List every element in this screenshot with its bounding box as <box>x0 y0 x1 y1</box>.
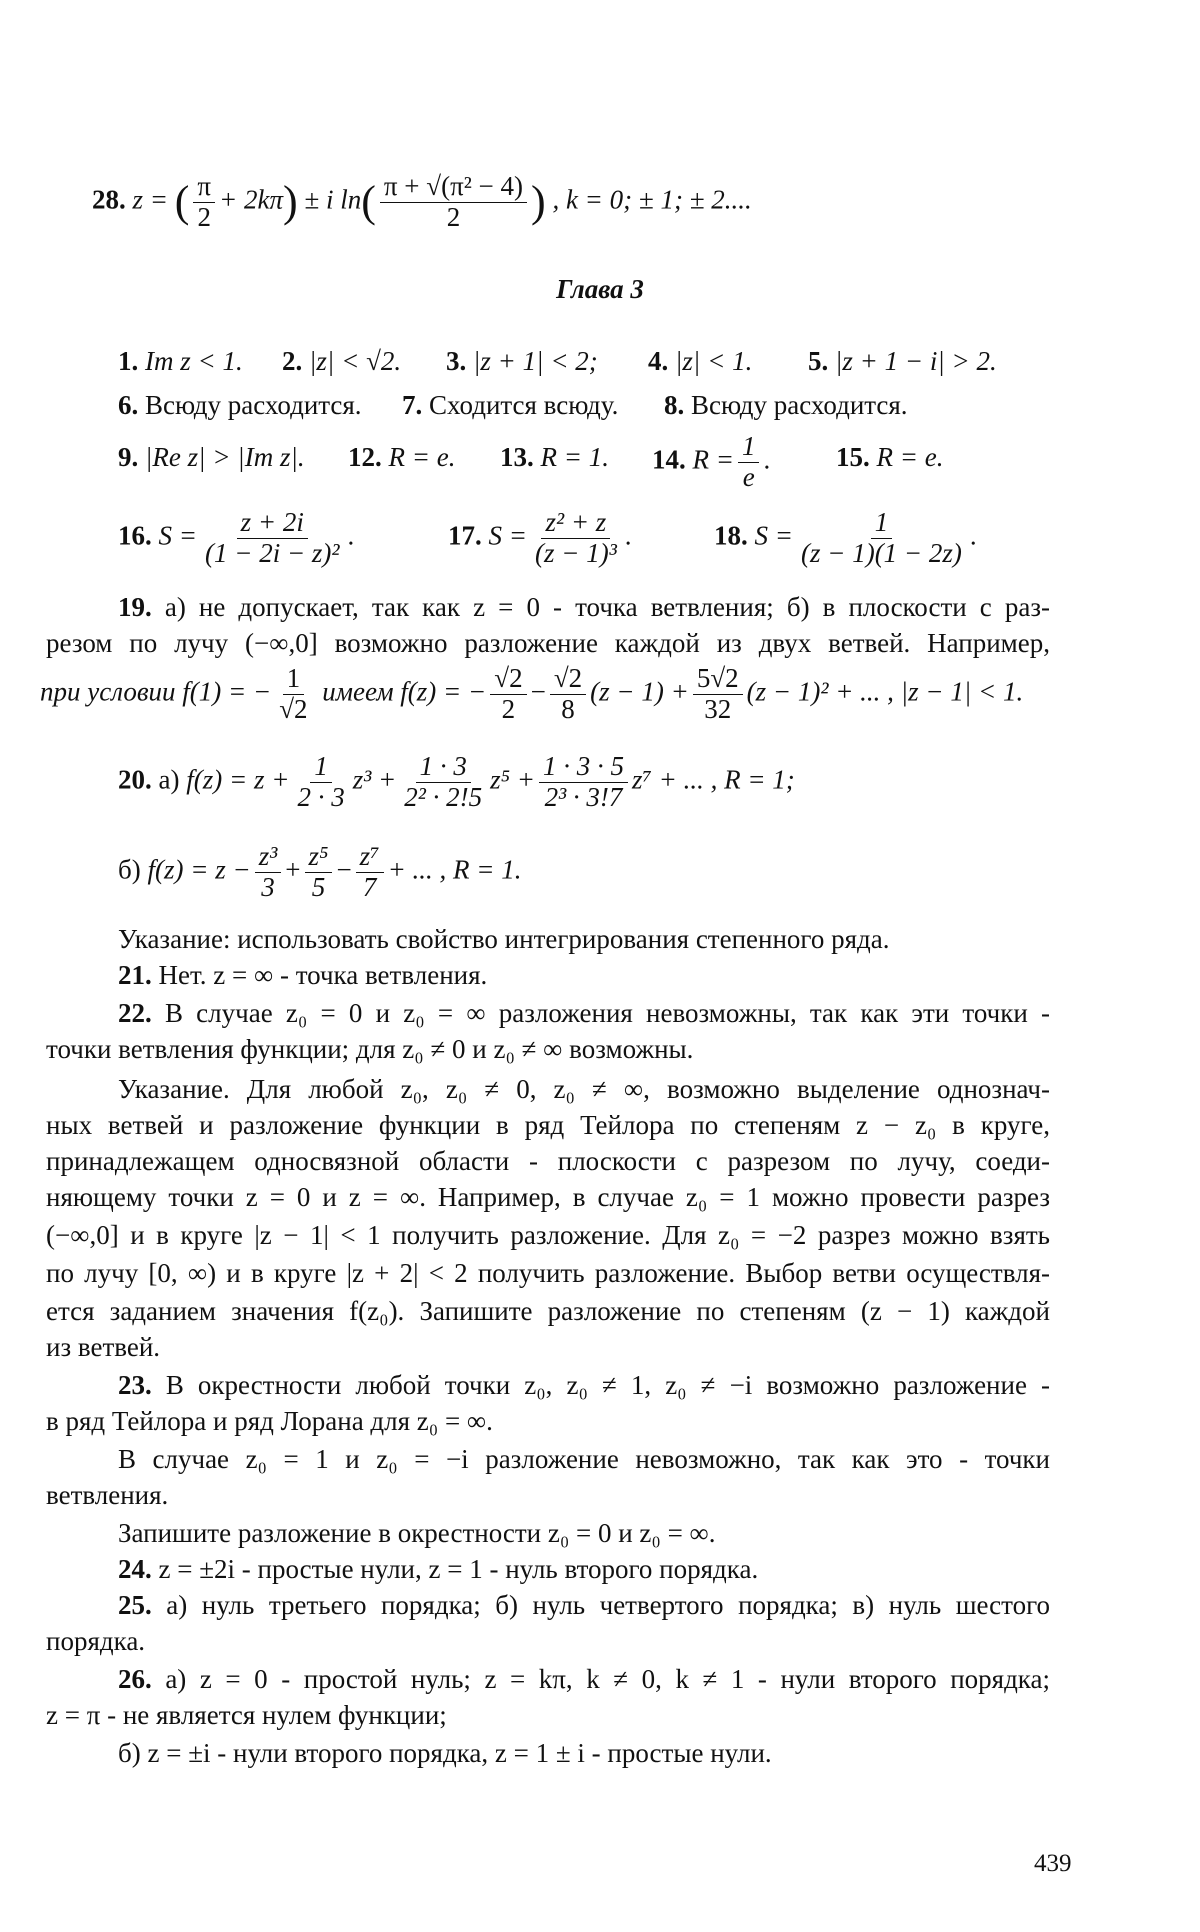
p23-line-3: В случае z₀ = 1 и z₀ = −i разложение невозможно, так как это - точки <box>118 1444 1050 1474</box>
item-number: 9. <box>118 442 139 472</box>
fraction: $\frac{√2}{2}$ <box>490 664 526 724</box>
p22-hint-6: по лучу [0, ∞) и в круге |z + 2| < 2 получить разложение. Выбор ветви осуществля- <box>46 1258 1050 1288</box>
eq-term: + 2kπ <box>219 184 284 215</box>
item-number: 15. <box>836 442 870 472</box>
p26-line-3: б) z = ±i - нули второго порядка, z = 1 ± i - простые нули. <box>118 1738 772 1768</box>
p22-hint-2: ных ветвей и разложение функции в ряд Тейлора по степеням z − z₀ в круге, <box>46 1110 1050 1140</box>
p22-hint-7: ется заданием значения f(z₀). Запишите разложение по степеням (z − 1) каждой <box>46 1296 1050 1326</box>
p19-line-2: резом по лучу (−∞,0] возможно разложение каждой из двух ветвей. Например, <box>46 628 1050 658</box>
fraction: $\frac{\text{z⁵}}{5}$ <box>305 842 333 902</box>
item-number: 7. <box>402 390 423 420</box>
answers-row-4: 16. S = $\frac{z + 2i}{\text{(1 − 2i − z)²}}$ . 17. S = $\frac{\text{z² + z}}{\text{(z − 1)³}}$ . 18. S = $\frac{1}{(z - 1)(1 - 2z)}$ . <box>118 507 977 568</box>
fraction-ln-argument: $\frac{\text{π + √(π² − 4)}}{2}$ <box>380 172 527 232</box>
p21: 21. Нет. z = ∞ - точка ветвления. <box>118 960 488 990</box>
item-number: 23. <box>118 1370 152 1400</box>
p23-line-4: ветвления. <box>46 1480 169 1510</box>
item-number: 21. <box>118 960 152 990</box>
item-number: 6. <box>118 390 139 420</box>
p23-line-5: Запишите разложение в окрестности z₀ = 0 и z₀ = ∞. <box>118 1518 716 1548</box>
p22-line-2: точки ветвления функции; для z₀ ≠ 0 и z₀ ≠ ∞ возможны. <box>46 1034 694 1064</box>
p20-a: 20. а) f(z) = z + $\frac{1}{2 \cdot 3}$ z³ + $\frac{1 \cdot 3}{\text{2² · 2!5}}$ z⁵ + $\frac{1 \cdot 3 \cdot 5}{\text{2³ · 3!7}}$ z⁷ + ... , R = 1; <box>118 751 795 812</box>
p25-line-2: порядка. <box>46 1626 146 1656</box>
fraction: $\frac{√2}{8}$ <box>550 664 586 724</box>
answer-text: |z| < √2. <box>309 346 402 376</box>
fraction: $\frac{1}{√2}$ <box>279 663 308 724</box>
fraction: $\frac{\text{z⁷}}{7}$ <box>356 842 384 902</box>
fraction: $\frac{1 \cdot 3 \cdot 5}{\text{2³ · 3!7}}$ <box>539 752 628 812</box>
p22-hint-1: Указание. Для любой z₀, z₀ ≠ 0, z₀ ≠ ∞, возможно выделение однознач- <box>118 1074 1050 1104</box>
fraction: $\frac{1}{2 \cdot 3}$ <box>297 751 345 812</box>
p24: 24. z = ±2i - простые нули, z = 1 - нуль второго порядка. <box>118 1554 759 1584</box>
fraction: $\frac{5√2}{32}$ <box>693 664 743 724</box>
item-number: 14. <box>652 444 686 475</box>
item-number: 13. <box>500 442 534 472</box>
answer-text: R = 1. <box>540 442 609 472</box>
paren-close: ) <box>531 177 546 227</box>
answer-text: R = <box>692 444 734 475</box>
eq-lhs: z = <box>132 184 168 215</box>
item-number: 5. <box>808 346 829 376</box>
p20-hint: Указание: использовать свойство интегрирования степенного ряда. <box>118 924 890 954</box>
item-number: 25. <box>118 1590 152 1620</box>
p25-line-1: 25. а) нуль третьего порядка; б) нуль четвертого порядка; в) нуль шестого <box>118 1590 1050 1620</box>
answers-row-3: 9. |Re z| > |Im z|. 12. R = e. 13. R = 1. 14. R = $\frac{1}{e}$ . 15. R = e. <box>118 431 944 492</box>
answer-text: Im z < 1. <box>145 346 243 376</box>
item-number: 8. <box>664 390 685 420</box>
item-number: 19. <box>118 592 152 622</box>
p23-line-2: в ряд Тейлора и ряд Лорана для z₀ = ∞. <box>46 1406 493 1436</box>
item-number: 18. <box>714 520 748 551</box>
p26-line-1: 26. а) z = 0 - простой нуль; z = kπ, k ≠ 0, k ≠ 1 - нули второго порядка; <box>118 1664 1051 1694</box>
item-number: 12. <box>348 442 382 472</box>
item-number: 17. <box>448 520 482 551</box>
fraction-1-over-e: $\frac{1}{e}$ <box>738 432 760 492</box>
eq-ln: ± i ln <box>304 184 362 215</box>
fraction-17: $\frac{\text{z² + z}}{\text{(z − 1)³}}$ <box>534 507 617 568</box>
item-number: 22. <box>118 998 152 1028</box>
p23-line-1: 23. В окрестности любой точки z₀, z₀ ≠ 1, z₀ ≠ −i возможно разложение - <box>118 1370 1050 1400</box>
item-number: 20. <box>118 764 152 795</box>
p19-line-3: при условии f(1) = − $\frac{1}{√2}$ имеем f(z) = − $\frac{√2}{2}$ − $\frac{√2}{8}$ (z − 1) + $\frac{5√2}{32}$ (z − 1)² + ... , |z − 1| < 1. <box>40 663 1024 724</box>
p22-hint-5: (−∞,0] и в круге |z − 1| < 1 получить разложение. Для z₀ = −2 разрез можно взять <box>46 1220 1050 1250</box>
fraction-16: $\frac{z + 2i}{\text{(1 − 2i − z)²}}$ <box>204 507 340 568</box>
answer-text: Всюду расходится. <box>691 390 908 420</box>
p26-line-2: z = π - не является нулем функции; <box>46 1700 447 1730</box>
answer-text: R = e. <box>876 442 944 472</box>
answer-text: Сходится всюду. <box>429 390 619 420</box>
p22-hint-3: принадлежащем односвязной области - плоскости с разрезом по лучу, соеди- <box>46 1146 1050 1176</box>
fraction: $\frac{1 \cdot 3}{\text{2² · 2!5}}$ <box>404 751 483 812</box>
p22-hint-8: из ветвей. <box>46 1332 161 1362</box>
item-number: 24. <box>118 1554 152 1584</box>
answer-text: |Re z| > |Im z|. <box>145 442 305 472</box>
answer-text: |z + 1 − i| > 2. <box>835 346 997 376</box>
fraction: $\frac{\text{z³}}{3}$ <box>255 842 282 902</box>
fraction-18: $\frac{1}{(z - 1)(1 - 2z)}$ <box>800 507 962 568</box>
p19-line-1: 19. а) не допускает, так как z = 0 - точка ветвления; б) в плоскости с раз- <box>118 592 1050 622</box>
answer-text: |z + 1| < 2; <box>473 346 598 376</box>
item-number: 3. <box>446 346 467 376</box>
paren-close: ) <box>283 177 298 227</box>
p22-hint-4: няющему точки z = 0 и z = ∞. Например, в случае z₀ = 1 можно провести разрез <box>46 1182 1050 1212</box>
p20-b: б) f(z) = z − $\frac{\text{z³}}{3}$ + $\frac{\text{z⁵}}{5}$ − $\frac{\text{z⁷}}{7}$ + ... , R = 1. <box>118 841 522 902</box>
item-number: 1. <box>118 346 139 376</box>
paren-open: ( <box>361 177 376 227</box>
answer-text: R = e. <box>388 442 456 472</box>
answer-text: |z| < 1. <box>675 346 753 376</box>
item-number: 26. <box>118 1664 152 1694</box>
p22-line-1: 22. В случае z₀ = 0 и z₀ = ∞ разложения невозможны, так как эти точки - <box>118 998 1051 1028</box>
item-number: 4. <box>648 346 669 376</box>
item-number: 28. <box>92 184 126 215</box>
eq-tail: , k = 0; ± 1; ± 2.... <box>552 184 752 215</box>
item-number: 16. <box>118 520 152 551</box>
page-number: 439 <box>1034 1850 1072 1877</box>
fraction-pi-over-2: $\frac{\pi}{2}$ <box>193 172 215 232</box>
eq-28 <box>92 172 1200 236</box>
answer-text: Всюду расходится. <box>145 390 362 420</box>
item-number: 2. <box>282 346 303 376</box>
chapter-title: Глава 3 <box>556 274 644 304</box>
paren-open: ( <box>174 177 190 227</box>
